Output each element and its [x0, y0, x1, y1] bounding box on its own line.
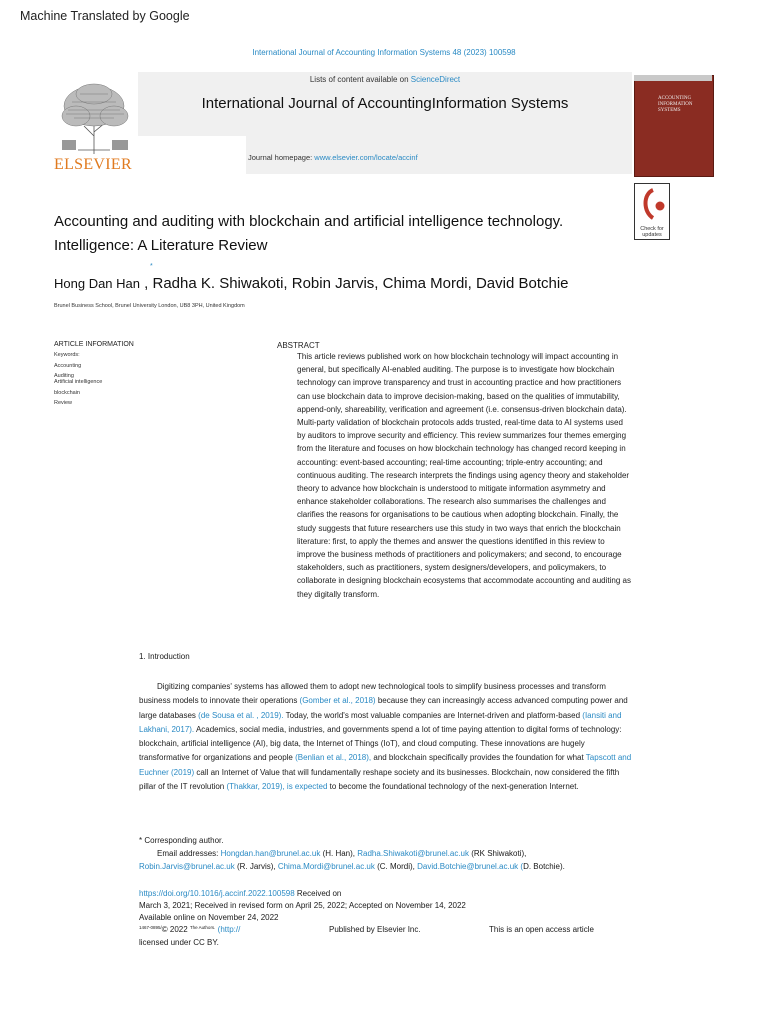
- online-date: Available online on November 24, 2022: [139, 913, 279, 923]
- email-owner: (C. Mordi),: [374, 861, 418, 871]
- machine-translation-note: Machine Translated by Google: [20, 9, 190, 23]
- email-addresses: [139, 848, 633, 873]
- intro-text: to become the foundational technology of the next-generation Internet.: [327, 782, 579, 792]
- issn: 1467-0895/: [139, 925, 162, 930]
- email-label: Email addresses:: [157, 849, 221, 858]
- intro-text: Academics, social media, industries, and governments spend a lot of time paying attention to digital forms of technology: blockchain, artificial intelligence (AI), big data, the Internet of Things (IoT), and cloud computing. These innovations are hugely transformative for organizations and people: [139, 724, 622, 763]
- keyword-item: Accounting: [54, 363, 82, 369]
- email-owner: D. Botchie).: [523, 861, 565, 871]
- journal-homepage: [248, 153, 418, 162]
- keywords-label: Keywords:: [54, 352, 80, 358]
- citation-link[interactable]: (Thakkar, 2019), is expected: [226, 782, 328, 792]
- citation-link[interactable]: (Iansiti and Lakhani, 2017).: [139, 710, 622, 734]
- copyright-holder: The Authors.: [189, 925, 216, 930]
- sciencedirect-link[interactable]: ScienceDirect: [410, 75, 461, 84]
- abstract-heading: ABSTRACT: [277, 341, 320, 350]
- first-author[interactable]: Hong Dan Han: [54, 276, 140, 291]
- email-owner: (RK Shiwakoti),: [469, 849, 527, 858]
- license-url-link[interactable]: (http://: [215, 925, 241, 934]
- corresponding-author-marker[interactable]: *: [150, 263, 153, 270]
- affiliation: Brunel Business School, Brunel University London, UB8 3PH, United Kingdom: [54, 303, 245, 309]
- article-info-heading: ARTICLE INFORMATION: [54, 341, 134, 348]
- contents-list-line: [138, 75, 632, 84]
- copyright-line: [139, 925, 240, 934]
- open-access-note: This is an open access article: [489, 925, 594, 934]
- copyright: © 2022: [161, 925, 190, 934]
- article-title: [54, 210, 654, 258]
- email-link[interactable]: Chima.Mordi@brunel.ac.uk: [277, 861, 375, 871]
- email-link[interactable]: Hongdan.han@brunel.ac.uk: [220, 849, 321, 858]
- license-note: licensed under CC BY.: [139, 938, 219, 947]
- intro-text: and blockchain specifically provides the foundation for what: [371, 753, 586, 763]
- cover-top-stripe: [634, 75, 712, 81]
- email-link[interactable]: Radha.Shiwakoti@brunel.ac.uk: [357, 849, 469, 858]
- homepage-link[interactable]: www.elsevier.com/locate/accinf: [314, 153, 418, 162]
- keyword-item: Artificial intelligence: [54, 379, 103, 385]
- history-dates: March 3, 2021; Received in revised form on April 25, 2022; Accepted on November 14, 2022: [139, 901, 466, 911]
- author-list: [54, 275, 569, 292]
- citation-link[interactable]: (Benlian et al., 2018),: [295, 753, 372, 763]
- other-authors[interactable]: , Radha K. Shiwakoti, Robin Jarvis, Chima Mordi, David Botchie: [140, 275, 569, 292]
- intro-text: because they can increasingly access advanced computing power and large databases: [139, 696, 628, 720]
- received-label: Received on: [294, 889, 342, 898]
- elsevier-wordmark: ELSEVIER: [54, 156, 132, 173]
- intro-text: call an Internet of Value that will fundamentally reshape society and its businesses. Blockchain, now considered the fifth pillar of the IT revolution: [139, 767, 620, 792]
- journal-title: International Journal of AccountingInformation Systems: [201, 95, 569, 112]
- cover-title: ACCOUNTING INFORMATION SYSTEMS: [658, 96, 693, 113]
- email-link[interactable]: Robin.Jarvis@brunel.ac.uk: [139, 861, 235, 871]
- article-title-line-1: Accounting and auditing with blockchain and artificial intelligence technology.: [54, 213, 564, 230]
- citation-link[interactable]: (de Sousa et al. , 2019).: [198, 710, 284, 720]
- citation-link[interactable]: Tapscott and Euchner (2019): [139, 753, 632, 777]
- article-title-line-2: Intelligence: A Literature Review: [54, 237, 268, 254]
- homepage-label: Journal homepage:: [248, 153, 315, 162]
- published-by: Published by Elsevier Inc.: [329, 925, 421, 934]
- doi-link[interactable]: https://doi.org/10.1016/j.accinf.2022.100598: [139, 889, 295, 898]
- email-owner: (H. Han),: [320, 849, 358, 858]
- corresponding-author-note: * Corresponding author.: [139, 836, 224, 845]
- publication-history: [139, 888, 633, 925]
- citation-link[interactable]: (Gomber et al., 2018): [299, 696, 376, 706]
- journal-citation-link[interactable]: International Journal of Accounting Information Systems 48 (2023) 100598: [252, 48, 516, 57]
- section-heading-introduction: 1. Introduction: [139, 652, 190, 661]
- email-link[interactable]: David.Botchie@brunel.ac.uk (: [417, 861, 524, 871]
- abstract-text: This article reviews published work on how blockchain technology will impact accounting in general, but specifically AI-enabled auditing. The purpose is to investigate how blockchain technology can improve transparency and trust in accounting practice and how practitioners can use blockchain data to improve decision-making, based on the qualities of immutability, append-only, shareability, verification and agreement (i.e. consensus-driven blockchain data). Multi-party validation of blockchain protocols adds trusted, real-time data to AI systems used by auditors to improve security and efficiency. This review summarizes four themes emerging from the literature and focuses on how blockchain technology has changed record keeping in accounting: event-based accounting; real-time accounting; triple-entry accounting; and continuous auditing. The research interprets the findings using agency theory and stakeholder theory to advance how blockchain is understood to mitigate information asymmetry and enhance stakeholder collaborations. The research also summarises the challenges and clarifies the reasons for organisations to be cautious when adopting blockchain. Finally, the study suggests that future researchers use this study in two ways that enrich the blockchain literature: first, to apply the themes and answer the questions identified in this review to improve the business methods of practitioners and policymakers; and second, to encourage stakeholders, such as practitioners, system designers/developers, and policymakers, to collaborate in designing blockchain ecosystems that accommodate accounting and auditing as they digitally transform.: [297, 352, 631, 599]
- keyword-item: Auditing: [54, 373, 74, 379]
- elsevier-tree-logo: [54, 80, 138, 156]
- intro-text: Digitizing companies' systems has allowed them to adopt new technological tools to simplify business processes and transform business models to innovate their operations: [139, 682, 606, 706]
- check-updates-label: Check for updates: [640, 226, 664, 238]
- intro-text: Today, the world's most valuable companies are Internet-driven and platform-based: [283, 710, 583, 720]
- email-owner: (R. Jarvis),: [234, 861, 278, 871]
- journal-cover-thumbnail[interactable]: [634, 75, 714, 177]
- keyword-item: Review: [54, 400, 73, 406]
- contents-list-prefix: Lists of content available on: [309, 75, 411, 84]
- keyword-item: blockchain: [54, 390, 80, 396]
- introduction-paragraph: [139, 680, 633, 794]
